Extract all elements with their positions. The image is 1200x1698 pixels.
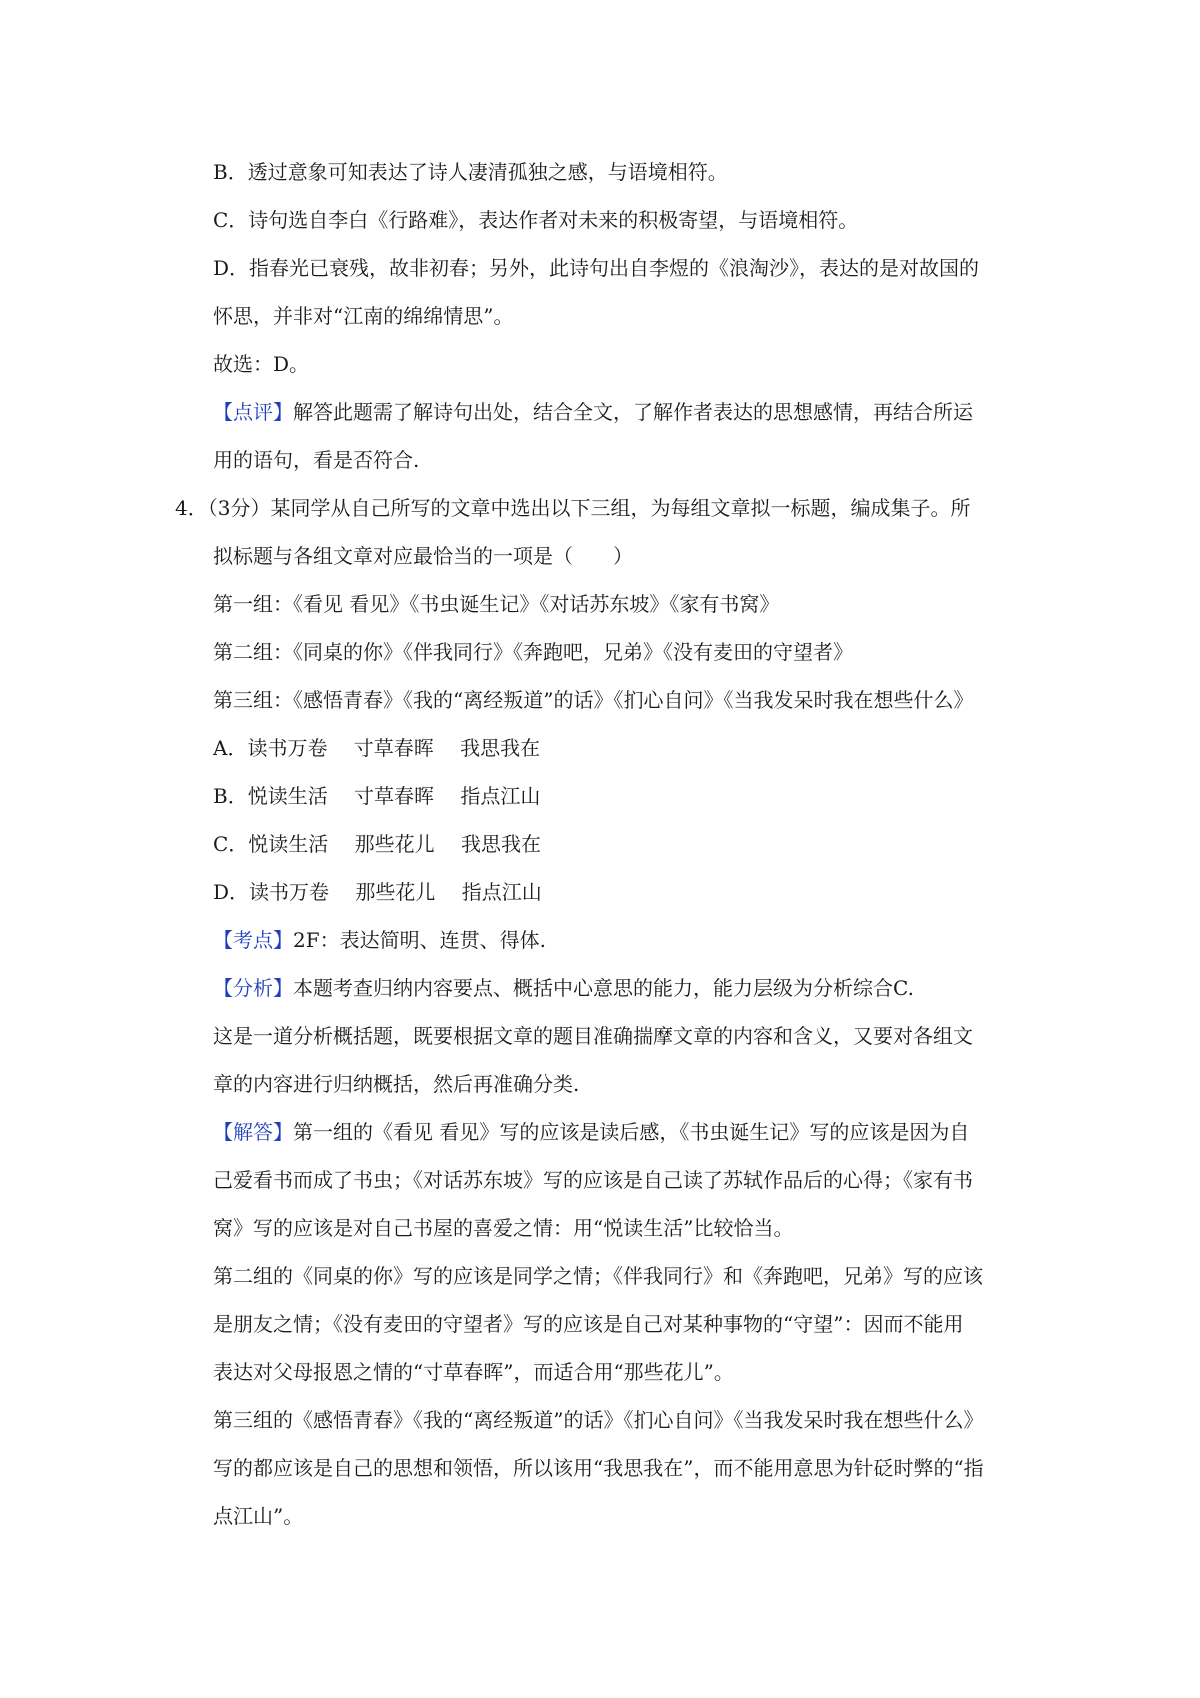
- line-text: 第二组的《同桌的你》写的应该是同学之情；《伴我同行》和《奔跑吧，兄弟》写的应该: [213, 1264, 983, 1288]
- analysis-tag: 【分析】: [213, 976, 293, 1000]
- line-text: D．指春光已衰残，故非初春；另外，此诗句出自李煜的《浪淘沙》，表达的是对故国的: [213, 256, 980, 280]
- line-text: 第二组：《同桌的你》《伴我同行》《奔跑吧，兄弟》《没有麦田的守望者》: [213, 640, 853, 664]
- answer-choice: [213, 340, 1033, 388]
- solution-cont-2: [213, 1204, 1033, 1252]
- line-text: 这是一道分析概括题，既要根据文章的题目准确揣摩文章的内容和含义，又要对各组文: [213, 1024, 973, 1048]
- choice-c: [213, 820, 1033, 868]
- option-c-explanation: [213, 196, 1033, 244]
- line-text: C．诗句选自李白《行路难》，表达作者对未来的积极寄望，与语境相符。: [213, 208, 859, 232]
- line-text: 拟标题与各组文章对应最恰当的一项是（ ）: [213, 544, 633, 568]
- solution-section: [213, 1108, 1033, 1156]
- line-text: C．悦读生活 那些花儿 我思我在: [213, 832, 542, 856]
- line-text: 第三组：《感悟青春》《我的“离经叛道”的话》《扪心自问》《当我发呆时我在想些什么》: [213, 688, 974, 712]
- line-text: 4．（3分）某同学从自己所写的文章中选出以下三组，为每组文章拟一标题，编成集子。所: [175, 496, 971, 520]
- line-text: B．透过意象可知表达了诗人凄清孤独之感，与语境相符。: [213, 160, 728, 184]
- line-text: A．读书万卷 寸草春晖 我思我在: [213, 736, 541, 760]
- analysis-cont: [213, 1012, 1033, 1060]
- line-text: 表达对父母报恩之情的“寸草春晖”，而适合用“那些花儿”。: [213, 1360, 734, 1384]
- line-text: 章的内容进行归纳概括，然后再准确分类.: [213, 1072, 580, 1096]
- solution-group-three-cont-2: [213, 1492, 1033, 1540]
- option-d-explanation-cont: [213, 292, 1033, 340]
- line-text: 窝》写的应该是对自己书屋的喜爱之情：用“悦读生活”比较恰当。: [213, 1216, 794, 1240]
- test-point-tag: 【考点】: [213, 928, 293, 952]
- solution-tag: 【解答】: [213, 1120, 293, 1144]
- solution-group-three: [213, 1396, 1043, 1444]
- question-4-stem: [175, 484, 1005, 532]
- line-text: 怀思，并非对“江南的绵绵情思”。: [213, 304, 514, 328]
- group-two: [213, 628, 1033, 676]
- choice-b: [213, 772, 1033, 820]
- group-one: [213, 580, 1033, 628]
- option-b-explanation: [213, 148, 1033, 196]
- solution-group-two-cont: [213, 1300, 1033, 1348]
- test-point-section: [213, 916, 1033, 964]
- choice-a: [213, 724, 1033, 772]
- group-three: [213, 676, 1043, 724]
- line-text: 第一组：《看见 看见》《书虫诞生记》《对话苏东坡》《家有书窝》: [213, 592, 780, 616]
- line-text: 己爱看书而成了书虫；《对话苏东坡》写的应该是自己读了苏轼作品后的心得；《家有书: [213, 1168, 973, 1192]
- line-text: 2F：表达简明、连贯、得体.: [293, 928, 546, 952]
- comment-section-cont: [213, 436, 1033, 484]
- analysis-cont-2: [213, 1060, 1033, 1108]
- solution-group-two: [213, 1252, 1033, 1300]
- line-text: 解答此题需了解诗句出处，结合全文，了解作者表达的思想感情，再结合所运: [293, 400, 973, 424]
- line-text: 点江山”。: [213, 1504, 304, 1528]
- line-text: 是朋友之情；《没有麦田的守望者》写的应该是自己对某种事物的“守望”：因而不能用: [213, 1312, 964, 1336]
- line-text: D．读书万卷 那些花儿 指点江山: [213, 880, 542, 904]
- line-text: 用的语句，看是否符合.: [213, 448, 420, 472]
- line-text: 故选：D。: [213, 352, 310, 376]
- solution-group-two-cont-2: [213, 1348, 1033, 1396]
- comment-section: [213, 388, 1033, 436]
- comment-tag: 【点评】: [213, 400, 293, 424]
- line-text: 第三组的《感悟青春》《我的“离经叛道”的话》《扪心自问》《当我发呆时我在想些什么》: [213, 1408, 984, 1432]
- choice-d: [213, 868, 1033, 916]
- analysis-section: [213, 964, 1033, 1012]
- line-text: 第一组的《看见 看见》写的应该是读后感，《书虫诞生记》写的应该是因为自: [293, 1120, 970, 1144]
- solution-group-three-cont: [213, 1444, 1043, 1492]
- option-d-explanation: [213, 244, 1043, 292]
- question-4-stem-cont: [213, 532, 1033, 580]
- line-text: 本题考查归纳内容要点、概括中心意思的能力，能力层级为分析综合C.: [293, 976, 914, 1000]
- line-text: 写的都应该是自己的思想和领悟，所以该用“我思我在”，而不能用意思为针砭时弊的“指: [213, 1456, 984, 1480]
- solution-cont: [213, 1156, 1033, 1204]
- line-text: B．悦读生活 寸草春晖 指点江山: [213, 784, 541, 808]
